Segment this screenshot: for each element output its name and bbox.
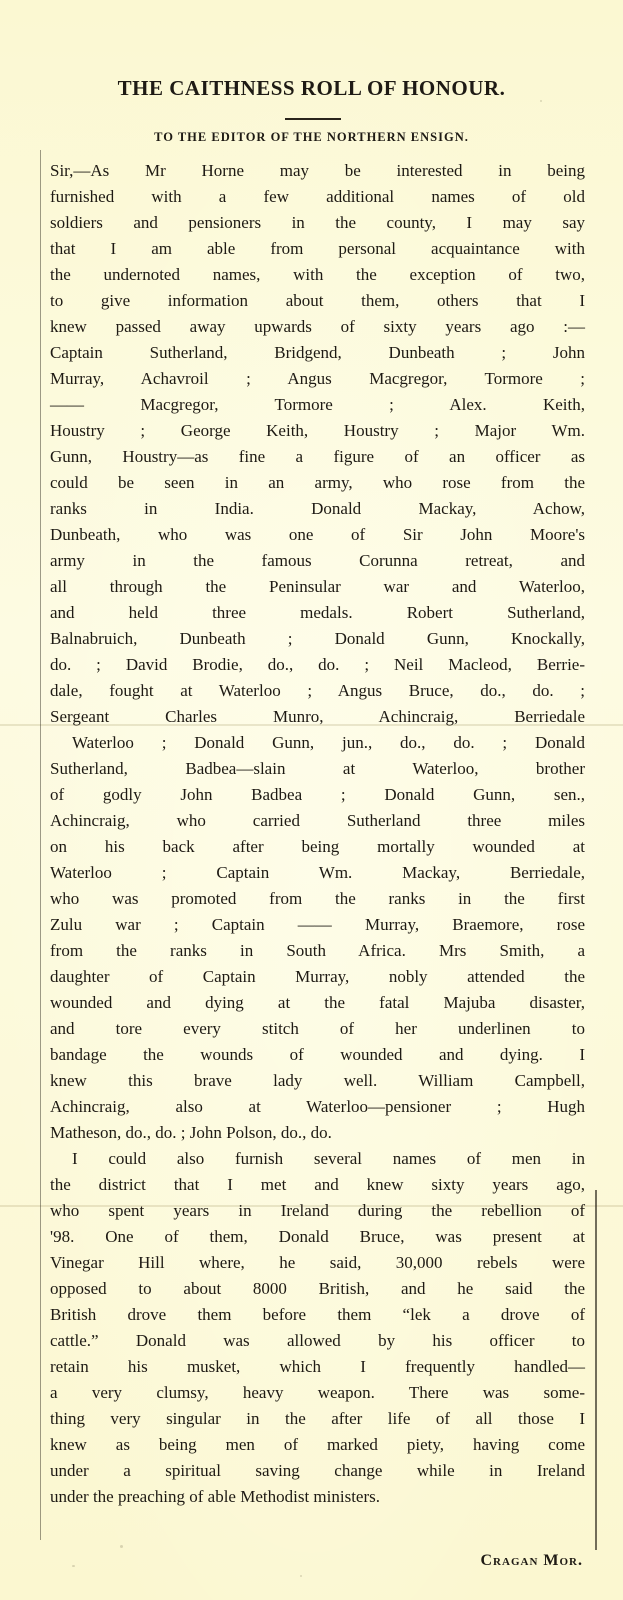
text-line: knew passed away upwards of sixty years ago :—: [50, 317, 585, 336]
text-line: of godly John Badbea ; Donald Gunn, sen.,: [50, 785, 585, 804]
text-line: on his back after being mortally wounded at: [50, 837, 585, 856]
text-line: Matheson, do., do. ; John Polson, do., do.: [50, 1123, 332, 1142]
text-line: cattle.” Donald was allowed by his officer to: [50, 1331, 585, 1350]
text-line: and tore every stitch of her underlinen to: [50, 1019, 585, 1038]
text-line: soldiers and pensioners in the county, I may say: [50, 213, 585, 232]
text-line: Captain Sutherland, Bridgend, Dunbeath ; John: [50, 343, 585, 362]
text-line: retain his musket, which I frequently handled—: [50, 1357, 585, 1376]
article-addressee: TO THE EDITOR OF THE NORTHERN ENSIGN.: [154, 130, 469, 144]
text-line: from the ranks in South Africa. Mrs Smith, a: [50, 941, 585, 960]
column-rule-right: [595, 1190, 597, 1550]
text-line: do. ; David Brodie, do., do. ; Neil Macleod, Berrie-: [50, 655, 585, 674]
text-line: dale, fought at Waterloo ; Angus Bruce, do., do. ;: [50, 681, 585, 700]
text-line: knew this brave lady well. William Campbell,: [50, 1071, 585, 1090]
text-line: the district that I met and knew sixty years ago,: [50, 1175, 585, 1194]
text-line: army in the famous Corunna retreat, and: [50, 551, 585, 570]
text-line: to give information about them, others that I: [50, 291, 585, 310]
text-line: Achincraig, also at Waterloo—pensioner ; Hugh: [50, 1097, 585, 1116]
text-line: under a spiritual saving change while in Ireland: [50, 1461, 585, 1480]
text-line: Murray, Achavroil ; Angus Macgregor, Tormore ;: [50, 369, 585, 388]
text-line: who was promoted from the ranks in the first: [50, 889, 585, 908]
text-line: furnished with a few additional names of old: [50, 187, 585, 206]
article-body: [50, 158, 585, 1510]
text-line: Sir,—As Mr Horne may be interested in being: [50, 161, 585, 180]
text-line: thing very singular in the after life of all those I: [50, 1409, 585, 1428]
text-line: Houstry ; George Keith, Houstry ; Major Wm.: [50, 421, 585, 440]
text-line: Vinegar Hill where, he said, 30,000 rebels were: [50, 1253, 585, 1272]
text-line: Gunn, Houstry—as fine a figure of an officer as: [50, 447, 585, 466]
column-rule-left: [40, 150, 41, 1540]
text-line: Sutherland, Badbea—slain at Waterloo, brother: [50, 759, 585, 778]
text-line: I could also furnish several names of men in: [72, 1149, 585, 1168]
text-line: Waterloo ; Captain Wm. Mackay, Berriedale,: [50, 863, 585, 882]
text-line: a very clumsy, heavy weapon. There was some-: [50, 1383, 585, 1402]
text-line: knew as being men of marked piety, having come: [50, 1435, 585, 1454]
paper-speck: [120, 1545, 123, 1548]
text-line: all through the Peninsular war and Waterloo,: [50, 577, 585, 596]
text-line: bandage the wounds of wounded and dying. I: [50, 1045, 585, 1064]
text-line: could be seen in an army, who rose from the: [50, 473, 585, 492]
text-line: under the preaching of able Methodist ministers.: [50, 1487, 380, 1506]
text-line: Dunbeath, who was one of Sir John Moore's: [50, 525, 585, 544]
article-signature: Cragan Mor.: [480, 1552, 583, 1569]
paper-speck: [72, 1565, 75, 1567]
text-line: British drove them before them “lek a drove of: [50, 1305, 585, 1324]
text-line: Waterloo ; Donald Gunn, jun., do., do. ; Donald: [72, 733, 585, 752]
article-headline: THE CAITHNESS ROLL OF HONOUR.: [117, 76, 506, 100]
text-line: opposed to about 8000 British, and he said the: [50, 1279, 585, 1298]
text-line: Sergeant Charles Munro, Achincraig, Berriedale: [50, 707, 585, 726]
text-line: Balnabruich, Dunbeath ; Donald Gunn, Knockally,: [50, 629, 585, 648]
text-line: that I am able from personal acquaintance with: [50, 239, 585, 258]
text-line: Zulu war ; Captain —— Murray, Braemore, rose: [50, 915, 585, 934]
text-line: and held three medals. Robert Sutherland,: [50, 603, 585, 622]
text-line: the undernoted names, with the exception of two,: [50, 265, 585, 284]
text-line: Achincraig, who carried Sutherland three miles: [50, 811, 585, 830]
text-line: daughter of Captain Murray, nobly attended the: [50, 967, 585, 986]
paper-speck: [300, 1575, 302, 1577]
text-line: —— Macgregor, Tormore ; Alex. Keith,: [50, 395, 585, 414]
text-line: who spent years in Ireland during the rebellion of: [50, 1201, 585, 1220]
text-line: ranks in India. Donald Mackay, Achow,: [50, 499, 585, 518]
headline-rule: [285, 118, 341, 120]
text-line: wounded and dying at the fatal Majuba disaster,: [50, 993, 585, 1012]
text-line: '98. One of them, Donald Bruce, was present at: [50, 1227, 585, 1246]
paper-speck: [540, 100, 542, 102]
